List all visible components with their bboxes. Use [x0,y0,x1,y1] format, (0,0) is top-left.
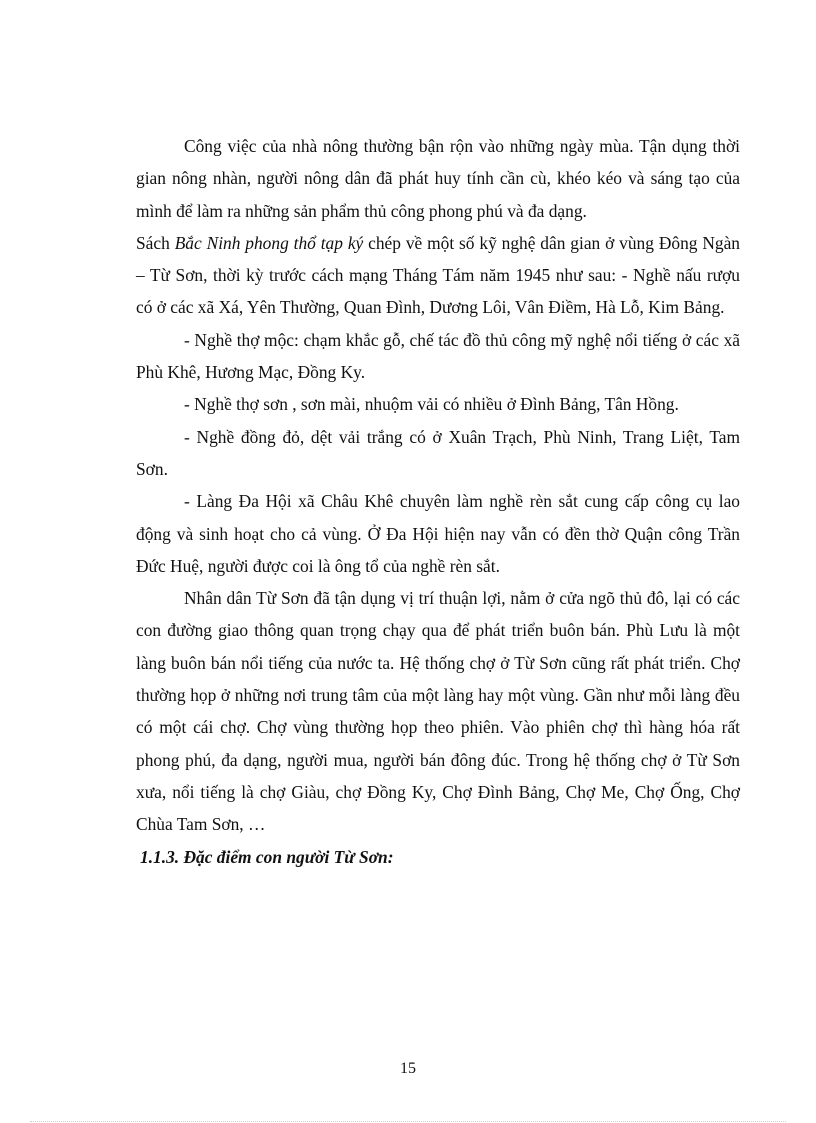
page-number: 15 [400,1060,416,1077]
body-text [136,130,740,873]
section-heading [136,841,740,873]
paragraph-intro: Công việc của nhà nông thường bận rộn vào những ngày mùa. Tận dụng thời gian nông nhàn, người nông dân đã phát huy tính cần cù, khéo kéo và sáng tạo của mình để làm ra những sản phẩm thủ công phong phú và đa dạng. [136,136,740,221]
book-text: chép về một số kỹ nghệ dân gian ở vùng Đông Ngàn – Từ Sơn, thời kỳ trước cách mạng Tháng Tám năm 1945 như sau: - Nghề nấu rượu có ở các xã Xá, Yên Thường, Quan Đình, Dương Lôi, Vân Điềm, Hà Lỗ, Kim Bảng. [136,232,741,318]
list-item-copper: - Nghề đồng đỏ, dệt vải trắng có ở Xuân Trạch, Phù Ninh, Trang Liệt, Tam Sơn. [136,426,740,479]
section-title: Đặc điểm con người Từ Sơn: [179,846,394,867]
book-prefix: Sách [136,232,175,253]
list-item-blacksmith: - Làng Đa Hội xã Châu Khê chuyên làm nghề rèn sắt cung cấp công cụ lao động và sinh hoạt cho cả vùng. Ở Đa Hội hiện nay vẫn có đền thờ Quận công Trần Đức Huệ, người được coi là ông tổ của nghề rèn sắt. [136,491,740,576]
section-number: 1.1.3. [140,846,180,867]
list-item-lacquer: - Nghề thợ sơn , sơn mài, nhuộm vải có nhiều ở Đình Bảng, Tân Hồng. [184,394,679,415]
page-bottom-divider [30,1121,786,1122]
book-title: Bắc Ninh phong thổ tạp ký [174,232,364,253]
paragraph-market: Nhân dân Từ Sơn đã tận dụng vị trí thuận lợi, nằm ở cửa ngõ thủ đô, lại có các con đường giao thông quan trọng chạy qua để phát triển buôn bán. Phù Lưu là một làng buôn bán nổi tiếng của nước ta. Hệ thống chợ ở Từ Sơn cũng rất phát triển. Chợ thường họp ở những nơi trung tâm của một làng hay một vùng. Gần như mỗi làng đều có một cái chợ. Chợ vùng thường họp theo phiên. Vào phiên chợ thì hàng hóa rất phong phú, đa dạng, người mua, người bán đông đúc. Trong hệ thống chợ ở Từ Sơn xưa, nổi tiếng là chợ Giàu, chợ Đồng Ky, Chợ Đình Bảng, Chợ Me, Chợ Ống, Chợ Chùa Tam Sơn, … [136,588,740,835]
paragraph-book [136,227,740,324]
list-item-carpentry: - Nghề thợ mộc: chạm khắc gỗ, chế tác đồ thủ công mỹ nghệ nổi tiếng ở các xã Phù Khê, Hương Mạc, Đồng Ky. [136,329,740,383]
